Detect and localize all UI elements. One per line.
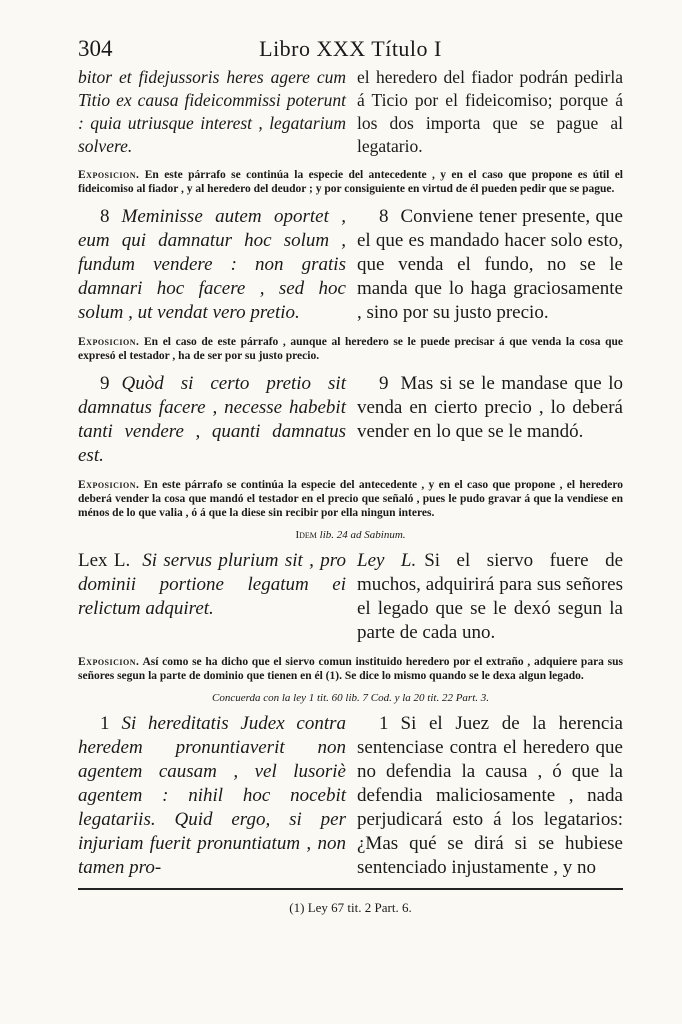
paragraph-8 (78, 205, 623, 325)
page-header (78, 34, 623, 66)
exposicion-note (78, 168, 623, 196)
text-block-continuation (78, 66, 623, 158)
latin-body: Si servus plurium sit , pro dominii portione legatum ei relictum adquiret. (78, 550, 346, 619)
source-idem: Idem (295, 529, 317, 541)
paragraph-1 (78, 712, 623, 880)
exposicion-label: Exposicion. (78, 336, 140, 348)
exposicion-note (78, 335, 623, 363)
lex-heading: Lex L. (78, 550, 131, 571)
paragraph-number: 1 (379, 713, 389, 734)
exposicion-text: En el caso de este párrafo , aunque al heredero se le puede precisar á que venda la cosa que expresó el testador , ha de ser por su justo precio. (78, 336, 623, 362)
paragraph-number: 8 (379, 206, 389, 227)
exposicion-note (78, 478, 623, 520)
latin-body: Quòd si certo pretio sit damnatus facere , necesse habebit tanti vendere , quanti damnatus est. (78, 373, 346, 466)
spanish-text (357, 549, 623, 645)
paragraph-number: 9 (100, 373, 110, 394)
exposicion-text: Así como se ha dicho que el siervo comun instituido heredero por el extraño , adquiere para sus señores segun la parte de dominio que tienen en él (1). Se dice lo mismo quando se le dexa algun legado. (78, 656, 623, 682)
spanish-body: Si el Juez de la herencia sentenciase contra el heredero que no defendia la causa , ó que la defendia maliciosamente , nada perjudicará esto á los legatarios: ¿Mas qué se dirá si se hubiese sentenciado injustamente , y no (357, 713, 623, 878)
latin-text (78, 205, 346, 325)
exposicion-text: En este párrafo se continúa la especie del antecedente , y en el caso que propone es útil el fideicomiso al fiador , y al heredero del deudor ; y por consiguiente en virtud de él pueden pedir que se pague. (78, 169, 623, 195)
paragraph-number: 8 (100, 206, 110, 227)
lex-50 (78, 549, 623, 645)
paragraph-number: 9 (379, 373, 389, 394)
spanish-body: Mas si se le mandase que lo venda en cierto precio , lo deberá vender en lo que se le mandó. (357, 373, 623, 442)
source-note (78, 529, 623, 541)
paragraph-number: 1 (100, 713, 110, 734)
exposicion-text: En este párrafo se continúa la especie del antecedente , y en el caso que propone , el heredero deberá vender la cosa que mandó el testador en el precio que señaló , pues le pudo gravar á que la vendiese en ménos de lo que valia , ó á que la diese sin recibir por ella ningun interes. (78, 479, 624, 519)
exposicion-label: Exposicion. (78, 169, 140, 181)
latin-text (78, 712, 346, 880)
spanish-text (357, 372, 623, 468)
latin-text (78, 372, 346, 468)
spanish-body: Si el siervo fuere de muchos, adquirirá para sus señores el legado que se le dexó segun la parte de cada uno. (357, 550, 624, 643)
exposicion-note (78, 655, 623, 683)
paragraph-9 (78, 372, 623, 468)
page-number: 304 (78, 36, 113, 61)
concordance-note: Concuerda con la ley 1 tit. 60 lib. 7 Cod. y la 20 tit. 22 Part. 3. (211, 692, 489, 704)
exposicion-label: Exposicion. (78, 656, 140, 668)
footnote-divider (78, 888, 623, 890)
latin-text: bitor et fidejussoris heres agere cum Titio ex causa fideicommissi poterunt : quia utriusque interest , legatarium solvere. (78, 67, 346, 156)
spanish-text (357, 712, 623, 880)
latin-body: Meminisse autem oportet , eum qui damnatur hoc solum , fundum vendere : non gratis damnari hoc facere , sed hoc solum , ut vendat vero pretio. (78, 206, 346, 323)
spanish-text (357, 205, 623, 325)
book-page (78, 34, 623, 916)
latin-text (78, 549, 346, 645)
exposicion-label: Exposicion. (78, 479, 140, 491)
ley-heading: Ley L. (357, 550, 417, 571)
latin-body: Si hereditatis Judex contra heredem pronuntiaverit non agentem causam , vel lusoriè agentem : nihil hoc nocebit legatariis. Quid ergo, si per injuriam fuerit pronuntiatum , non tamen pro- (78, 713, 346, 878)
running-title: Libro XXX Título I (259, 36, 442, 61)
spanish-text: el heredero del fiador podrán pedirla á Ticio por el fideicomiso; porque á los dos importa que se pague al legatario. (357, 67, 623, 156)
source-rest: lib. 24 ad Sabinum. (319, 529, 406, 541)
spanish-body: Conviene tener presente, que el que es mandado hacer solo esto, que venda el fundo, no se le manda que lo haga graciosamente , sino por su justo precio. (357, 206, 623, 323)
footnote: (1) Ley 67 tit. 2 Part. 6. (289, 900, 412, 915)
